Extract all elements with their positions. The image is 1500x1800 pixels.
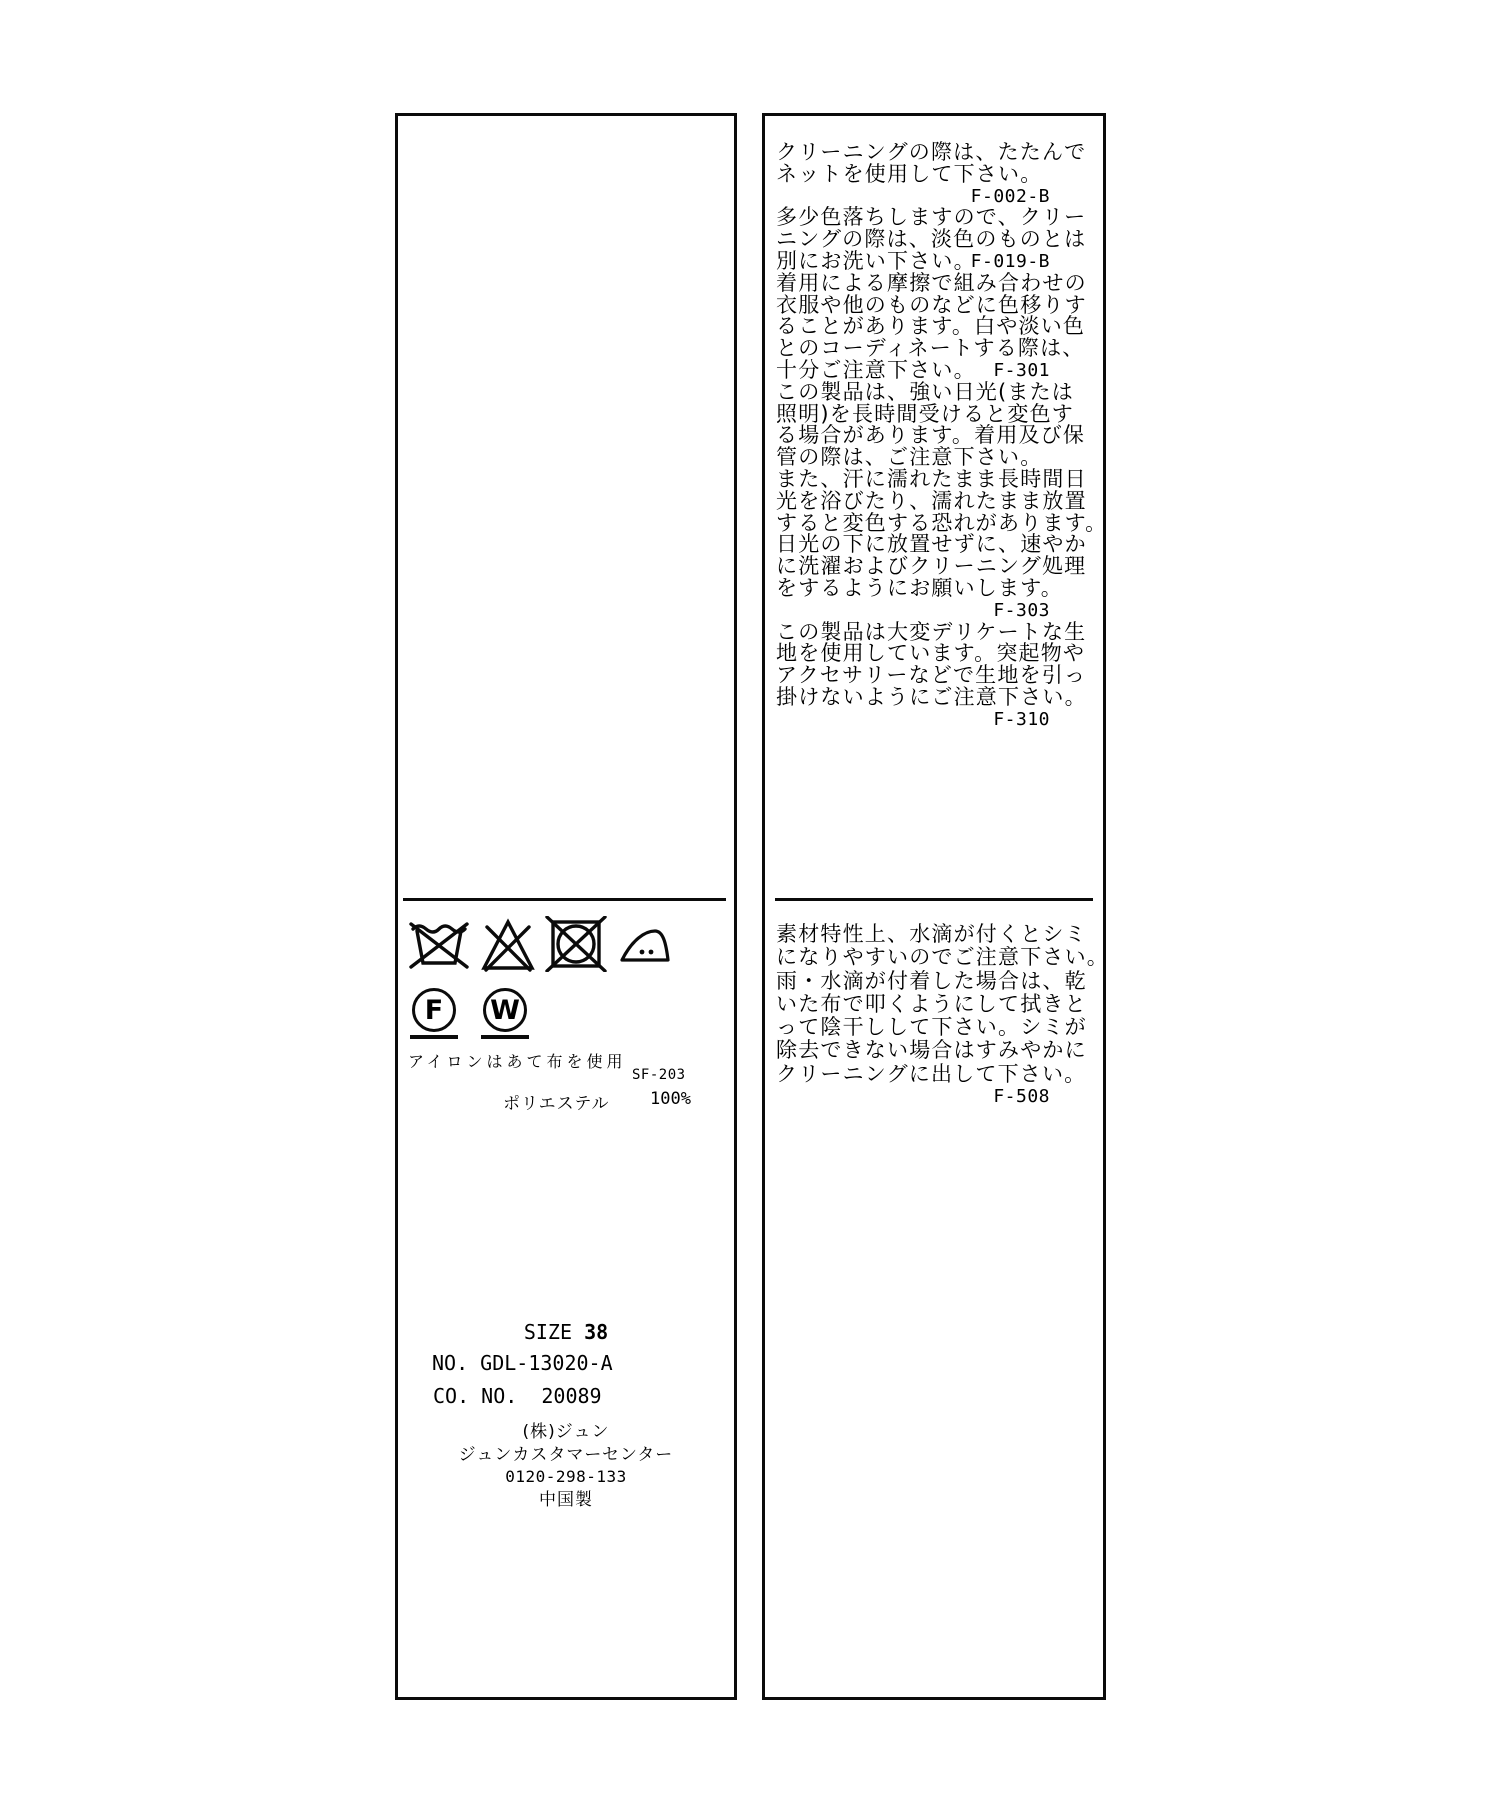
care-text: すると変色する恐れがあります。 bbox=[776, 510, 1108, 535]
care-text: アクセサリーなどで生地を引っ bbox=[776, 663, 1087, 688]
care-text-line bbox=[776, 534, 1103, 556]
care-text: 光を浴びたり、濡れたまま放置 bbox=[776, 488, 1087, 513]
care-text: クリーニングの際は、たたんで bbox=[776, 140, 1087, 164]
care-text: 多少色落ちしますので、クリー bbox=[776, 205, 1087, 230]
care-text: ることがあります。白や淡い色 bbox=[776, 314, 1086, 339]
left-label-panel bbox=[395, 113, 737, 1700]
care-text: また、汗に濡れたまま長時間日 bbox=[776, 466, 1087, 491]
wetclean-underline bbox=[481, 1035, 529, 1039]
right-label-panel bbox=[762, 113, 1109, 1700]
size-line bbox=[398, 1320, 734, 1344]
care-text-line bbox=[776, 600, 1103, 622]
do-not-wash-icon bbox=[408, 916, 470, 972]
care-text-line bbox=[776, 248, 1103, 273]
company-name: (株)ジュン bbox=[522, 1422, 610, 1442]
care-text: 除去できない場合はすみやかに bbox=[776, 1038, 1087, 1063]
care-text-line bbox=[776, 1016, 1103, 1039]
iron-medium-icon bbox=[620, 927, 670, 964]
company-block bbox=[398, 1421, 734, 1511]
care-text: クリーニングに出して下さい。 bbox=[776, 1061, 1087, 1086]
care-text-line bbox=[776, 575, 1103, 600]
care-text-line bbox=[776, 665, 1103, 687]
care-text: に洗濯およびクリーニング処理 bbox=[776, 554, 1087, 579]
care-text-line bbox=[776, 1063, 1103, 1086]
care-text-line bbox=[776, 556, 1103, 578]
dryclean-letter: F bbox=[424, 994, 444, 1026]
care-text-line bbox=[776, 229, 1103, 251]
phone-number: 0120-298-133 bbox=[505, 1467, 627, 1486]
wetclean-letter: W bbox=[490, 994, 520, 1026]
size-label: SIZE bbox=[523, 1320, 585, 1344]
care-text-line bbox=[776, 425, 1103, 447]
care-code: F-019-B bbox=[970, 250, 1050, 272]
right-panel-divider bbox=[775, 898, 1093, 901]
do-not-tumble-dry-icon bbox=[545, 916, 607, 972]
sf-code: SF-203 bbox=[632, 1067, 686, 1083]
care-instructions-bottom bbox=[776, 922, 1109, 1109]
care-code: F-303 bbox=[993, 599, 1050, 621]
care-text-line bbox=[776, 466, 1103, 491]
care-text-line bbox=[776, 357, 1103, 382]
care-text: 衣服や他のものなどに色移りす bbox=[776, 292, 1087, 317]
gentle-wetclean-symbol bbox=[481, 988, 529, 1039]
care-text-line bbox=[776, 447, 1103, 469]
product-number: NO. GDL-13020-A bbox=[432, 1351, 613, 1375]
customer-center: ジュンカスタマーセンター bbox=[458, 1444, 674, 1465]
company-number: CO. NO. 20089 bbox=[433, 1384, 602, 1408]
gentle-dryclean-symbol bbox=[410, 988, 458, 1039]
care-text-line bbox=[776, 993, 1103, 1016]
material-label: ポリエステル bbox=[503, 1094, 610, 1114]
care-text: ネットを使用して下さい。 bbox=[776, 161, 1043, 186]
dryclean-F-icon bbox=[412, 988, 456, 1032]
care-text: 素材特性上、水滴が付くとシミ bbox=[776, 922, 1087, 946]
care-text-line bbox=[776, 292, 1103, 317]
care-text-line bbox=[776, 970, 1103, 993]
care-text-line bbox=[776, 207, 1103, 229]
care-text-line bbox=[776, 401, 1103, 426]
size-value: 38 bbox=[584, 1320, 609, 1344]
care-text: この製品は大変デリケートな生 bbox=[776, 619, 1087, 644]
care-text: 照明)を長時間受けると変色す bbox=[776, 401, 1074, 426]
care-text: いた布で叩くようにして拭きと bbox=[776, 991, 1087, 1016]
care-text: 十分ご注意下さい。 bbox=[776, 357, 976, 382]
material-value: 100% bbox=[650, 1089, 691, 1109]
wetclean-W-icon bbox=[483, 988, 527, 1032]
care-text-line bbox=[776, 709, 1103, 731]
care-text: ニングの際は、淡色のものとは bbox=[776, 227, 1087, 252]
care-text-line bbox=[776, 379, 1103, 404]
do-not-bleach-icon bbox=[480, 918, 536, 972]
dryclean-underline bbox=[410, 1035, 458, 1039]
care-text: になりやすいのでご注意下さい。 bbox=[776, 945, 1109, 970]
care-text: 着用による摩擦で組み合わせの bbox=[776, 270, 1087, 295]
iron-note-text: アイロンはあて布を使用 bbox=[408, 1052, 627, 1071]
care-text: とのコーディネートする際は、 bbox=[776, 336, 1085, 361]
care-text: をするようにお願いします。 bbox=[776, 575, 1063, 600]
care-code: F-002-B bbox=[970, 185, 1050, 207]
care-instructions-top bbox=[776, 140, 1108, 731]
care-text: 日光の下に放置せずに、速やか bbox=[776, 532, 1087, 557]
care-text-line bbox=[776, 186, 1103, 208]
care-text-line bbox=[776, 338, 1103, 360]
care-text-line bbox=[776, 1086, 1103, 1109]
care-code: F-508 bbox=[993, 1086, 1050, 1108]
care-text: 雨・水滴が付着した場合は、乾 bbox=[776, 968, 1087, 993]
care-text-line bbox=[776, 1039, 1103, 1062]
care-text-line bbox=[776, 161, 1103, 186]
care-text-line bbox=[776, 142, 1103, 164]
material-row bbox=[398, 1089, 734, 1114]
care-code: F-301 bbox=[993, 359, 1050, 381]
care-text-line bbox=[776, 316, 1103, 338]
care-text-line bbox=[776, 619, 1103, 644]
care-text-line bbox=[776, 684, 1103, 709]
care-text-line bbox=[776, 488, 1103, 513]
care-text-line bbox=[776, 270, 1103, 295]
care-text: る場合があります。着用及び保 bbox=[776, 423, 1086, 448]
care-text: この製品は、強い日光(または bbox=[776, 379, 1074, 404]
care-text-line bbox=[776, 945, 1109, 970]
care-text-line bbox=[776, 923, 1103, 946]
care-text-line bbox=[776, 643, 1103, 665]
left-panel-divider bbox=[403, 898, 726, 901]
care-text: 掛けないようにご注意下さい。 bbox=[776, 684, 1087, 709]
care-code: F-310 bbox=[993, 708, 1050, 730]
country-of-origin: 中国製 bbox=[539, 1489, 593, 1510]
care-text: 別にお洗い下さい。 bbox=[776, 248, 976, 273]
care-text: って陰干しして下さい。シミが bbox=[776, 1015, 1087, 1040]
care-text: 管の際は、ご注意下さい。 bbox=[776, 445, 1043, 470]
care-text: 地を使用しています。突起物や bbox=[776, 641, 1086, 666]
care-text-line bbox=[776, 510, 1108, 535]
